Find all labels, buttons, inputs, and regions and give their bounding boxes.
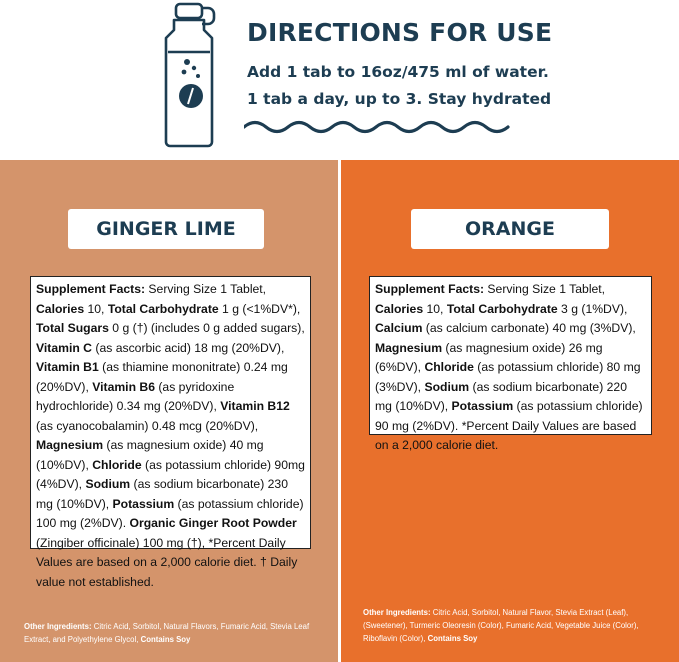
directions-title: DIRECTIONS FOR USE [247, 18, 553, 47]
nutrient-detail: Serving Size 1 Tablet, [145, 282, 267, 296]
nutrient-detail: 1 g (<1%DV*), [218, 301, 301, 316]
nutrient-detail: (as potassium chloride) 90 mg (2%DV). *Percent Daily Values are based on a 2,000 calorie diet. [375, 399, 643, 452]
nutrient-name: Vitamin B12 [220, 399, 290, 413]
nutrient-detail: (as magnesium oxide) 26 mg (6%DV), [375, 340, 603, 374]
nutrient-detail: 3 g (1%DV), [557, 301, 628, 316]
nutrient-name: Vitamin B1 [36, 360, 99, 374]
supplement-facts-orange [369, 276, 652, 452]
flavor-label-ginger-lime: GINGER LIME [68, 209, 264, 249]
nutrient-name: Vitamin C [36, 340, 92, 355]
supplement-facts-ginger-lime [30, 276, 311, 589]
nutrient-detail: (as sodium bicarbonate) 230 mg (10%DV), [36, 477, 288, 511]
nutrient-name: Sodium [424, 379, 470, 394]
nutrient-detail: (as sodium bicarbonate) 220 mg (10%DV), [375, 379, 627, 413]
ginger-lime-panel [0, 160, 341, 662]
nutrient-name: Magnesium [36, 438, 104, 452]
nutrient-name: Total Sugars [36, 321, 109, 335]
nutrient-detail: (as pyridoxine hydrochloride) 0.34 mg (20%DV), [36, 379, 235, 413]
nutrient-detail: 10, [84, 301, 108, 316]
nutrient-detail: Serving Size 1 Tablet, [484, 282, 606, 296]
nutrient-name: Calories [375, 301, 424, 316]
nutrient-detail: (as potassium chloride) 100 mg (2%DV). [36, 496, 304, 530]
nutrient-name: Vitamin B6 [92, 379, 155, 394]
nutrient-name: Chloride [92, 457, 142, 472]
nutrient-name: Magnesium [375, 340, 443, 355]
nutrient-name: Chloride [424, 360, 474, 374]
nutrient-name: Total Carbohydrate [446, 301, 558, 316]
other-ingredients-orange [363, 606, 668, 645]
nutrient-name: Sodium [85, 477, 131, 491]
nutrient-detail: 10, [423, 301, 447, 316]
nutrient-name: Calories [36, 301, 85, 316]
directions-line-2: 1 tab a day, up to 3. Stay hydrated [247, 90, 552, 108]
nutrient-name: Organic Ginger Root Powder [129, 516, 297, 530]
nutrient-name: Total Carbohydrate [107, 301, 219, 316]
nutrient-name: Calcium [375, 321, 423, 335]
nutrient-detail: (as potassium chloride) 90mg (4%DV), [36, 457, 305, 491]
flavor-label-orange: ORANGE [411, 209, 609, 249]
contains-soy: Contains Soy [427, 634, 478, 643]
nutrient-detail: 0 g (†) (includes 0 g added sugars), [108, 321, 305, 335]
nutrient-name: Potassium [112, 496, 175, 511]
water-bottle-icon [158, 0, 228, 150]
nutrient-detail: (as ascorbic acid) 18 mg (20%DV), [92, 340, 285, 355]
wave-decoration [244, 116, 514, 138]
nutrient-detail: (Zingiber officinale) 100 mg (†), *Percent Daily Values are based on a 2,000 calorie diet. † Daily value not established. [36, 535, 298, 589]
directions-line-1: Add 1 tab to 16oz/475 ml of water. [247, 63, 549, 81]
other-ingredients-ginger-lime [24, 620, 324, 646]
other-ingredients-text: Citric Acid, Sorbitol, Natural Flavors, Fumaric Acid, Stevia Leaf Extract, and Polyethylene Glycol, [24, 622, 310, 644]
other-ingredients-label: Other Ingredients: [363, 608, 431, 617]
nutrient-detail: (as potassium chloride) 80 mg (3%DV), [375, 360, 641, 394]
nutrient-detail: (as magnesium oxide) 40 mg (10%DV), [36, 438, 264, 472]
nutrient-name: Potassium [451, 399, 514, 413]
other-ingredients-label: Other Ingredients: [24, 622, 92, 631]
nutrient-detail: (as calcium carbonate) 40 mg (3%DV), [422, 321, 636, 335]
other-ingredients-text: Citric Acid, Sorbitol, Natural Flavor, Stevia Extract (Leaf), (Sweetener), Turmeric Oleoresin (Color), Fumaric Acid, Vegetable Juice (Color), Riboflavin (Color), [363, 608, 639, 643]
nutrient-name: Supplement Facts: [36, 282, 146, 296]
directions-section [0, 0, 679, 160]
nutrient-detail: (as thiamine mononitrate) 0.24 mg (20%DV), [36, 360, 288, 394]
nutrient-detail: (as cyanocobalamin) 0.48 mcg (20%DV), [36, 418, 259, 433]
contains-soy: Contains Soy [140, 635, 191, 644]
nutrient-name: Supplement Facts: [375, 282, 485, 296]
orange-panel [341, 160, 679, 662]
